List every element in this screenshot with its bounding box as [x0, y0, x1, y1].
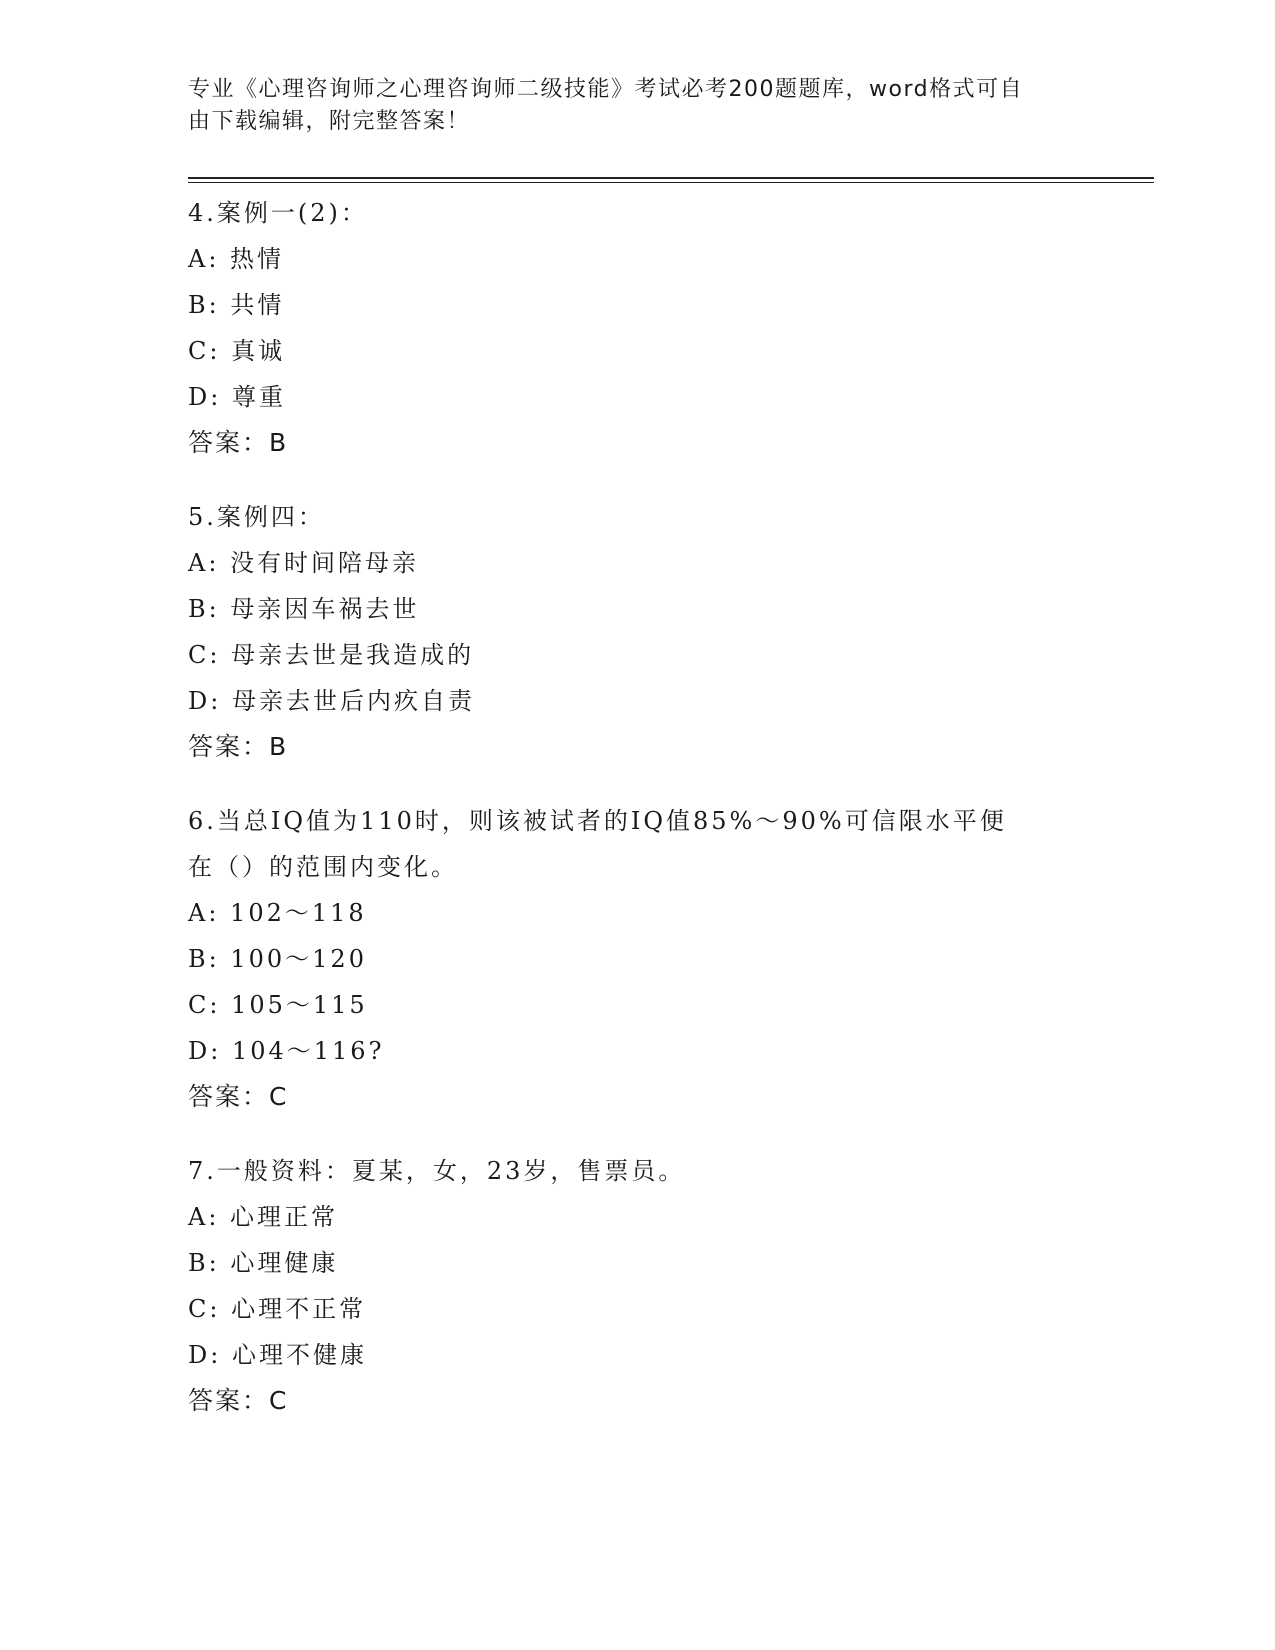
option-b: B: 心理健康 — [188, 1249, 339, 1277]
option-c: C: 母亲去世是我造成的 — [188, 641, 475, 669]
question-4 — [188, 190, 1068, 466]
option-b: B: 母亲因车祸去世 — [188, 595, 420, 623]
question-list — [188, 190, 1068, 1452]
option-a: A: 心理正常 — [188, 1203, 339, 1231]
option-a: A: 102～118 — [188, 899, 367, 927]
answer-label: 答案：B — [188, 732, 289, 761]
question-stem: 7.一般资料：夏某，女，23岁，售票员。 — [188, 1157, 686, 1185]
question-stem: 4.案例一(2)： — [188, 199, 368, 227]
option-b: B: 100～120 — [188, 945, 367, 973]
header-divider-thick — [188, 177, 1154, 179]
question-stem: 5.案例四： — [188, 503, 325, 531]
option-c: C: 心理不正常 — [188, 1295, 367, 1323]
question-stem-line-1: 6.当总IQ值为110时，则该被试者的IQ值85%～90%可信限水平便 — [188, 807, 1007, 835]
header-line-1: 专业《心理咨询师之心理咨询师二级技能》考试必考200题题库，word格式可自 — [188, 77, 1024, 102]
option-d: D: 母亲去世后内疚自责 — [188, 687, 475, 715]
question-6 — [188, 798, 1068, 1120]
option-d: D: 尊重 — [188, 383, 286, 411]
question-5 — [188, 494, 1068, 770]
answer-label: 答案：C — [188, 1386, 289, 1415]
question-7 — [188, 1148, 1068, 1424]
answer-label: 答案：B — [188, 428, 289, 457]
header-line-2: 由下载编辑，附完整答案！ — [188, 109, 471, 134]
document-header — [188, 74, 1068, 138]
option-d: D: 104～116? — [188, 1037, 385, 1065]
option-d: D: 心理不健康 — [188, 1341, 367, 1369]
option-c: C: 真诚 — [188, 337, 286, 365]
header-divider-thin — [188, 182, 1154, 183]
option-a: A: 热情 — [188, 245, 285, 273]
answer-label: 答案：C — [188, 1082, 289, 1111]
question-stem-line-2: 在（）的范围内变化。 — [188, 853, 458, 881]
option-b: B: 共情 — [188, 291, 285, 319]
option-c: C: 105～115 — [188, 991, 368, 1019]
option-a: A: 没有时间陪母亲 — [188, 549, 420, 577]
